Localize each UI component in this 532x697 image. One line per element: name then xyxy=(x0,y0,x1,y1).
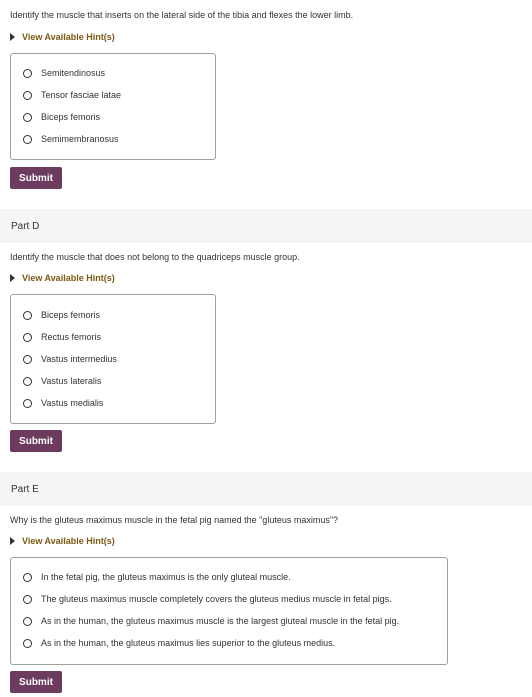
part-d-option-2[interactable] xyxy=(23,332,101,342)
option-label: Semitendinosus xyxy=(41,68,106,78)
radio-button[interactable] xyxy=(23,355,32,364)
part-c-options xyxy=(10,53,216,160)
option-label: Semimembranosus xyxy=(41,134,119,144)
part-d-option-5[interactable] xyxy=(23,398,103,408)
part-d-hint-label: View Available Hint(s) xyxy=(22,273,115,283)
part-d-option-4[interactable] xyxy=(23,376,101,386)
part-c-hint-label: View Available Hint(s) xyxy=(22,32,115,42)
radio-button[interactable] xyxy=(23,573,32,582)
part-e-hint-label: View Available Hint(s) xyxy=(22,536,115,546)
radio-button[interactable] xyxy=(23,617,32,626)
part-c-hint-toggle[interactable] xyxy=(10,32,115,42)
part-d-options xyxy=(10,294,216,424)
part-d-option-1[interactable] xyxy=(23,310,100,320)
radio-button[interactable] xyxy=(23,399,32,408)
radio-button[interactable] xyxy=(23,311,32,320)
part-e-option-1[interactable] xyxy=(23,572,291,582)
part-e-option-3[interactable] xyxy=(23,616,399,626)
part-c-question: Identify the muscle that inserts on the lateral side of the tibia and flexes the lower limb. xyxy=(10,10,354,20)
option-label: Biceps femoris xyxy=(41,310,101,320)
part-e-hint-toggle[interactable] xyxy=(10,536,115,546)
part-d-title: Part D xyxy=(11,220,40,232)
part-c-option-1[interactable] xyxy=(23,68,105,78)
triangle-right-icon xyxy=(10,274,15,282)
part-c-option-3[interactable] xyxy=(23,112,100,122)
option-label: As in the human, the gluteus maximus muscle is the largest gluteal muscle in the fetal pig. xyxy=(41,616,400,626)
part-d-submit-button[interactable]: Submit xyxy=(10,430,62,452)
part-c-submit-button[interactable]: Submit xyxy=(10,167,62,189)
option-label: Vastus medialis xyxy=(41,398,104,408)
part-e-options xyxy=(10,557,448,665)
radio-button[interactable] xyxy=(23,639,32,648)
radio-button[interactable] xyxy=(23,91,32,100)
triangle-right-icon xyxy=(10,33,15,41)
part-c-option-2[interactable] xyxy=(23,90,121,100)
part-e-option-4[interactable] xyxy=(23,638,335,648)
part-d-question: Identify the muscle that does not belong to the quadriceps muscle group. xyxy=(10,252,300,262)
radio-button[interactable] xyxy=(23,135,32,144)
part-e-question: Why is the gluteus maximus muscle in the fetal pig named the "gluteus maximus"? xyxy=(10,515,339,525)
radio-button[interactable] xyxy=(23,377,32,386)
option-label: Vastus lateralis xyxy=(41,376,102,386)
option-label: Biceps femoris xyxy=(41,112,101,122)
part-e-option-2[interactable] xyxy=(23,594,392,604)
option-label: Tensor fasciae latae xyxy=(41,90,122,100)
part-e-header xyxy=(0,472,532,506)
option-label: The gluteus maximus muscle completely covers the gluteus medius muscle in fetal pigs. xyxy=(41,594,392,604)
triangle-right-icon xyxy=(10,537,15,545)
part-e-submit-button[interactable]: Submit xyxy=(10,671,62,693)
part-c-option-4[interactable] xyxy=(23,134,119,144)
radio-button[interactable] xyxy=(23,69,32,78)
option-label: Vastus intermedius xyxy=(41,354,117,364)
part-d-header xyxy=(0,209,532,243)
option-label: Rectus femoris xyxy=(41,332,102,342)
part-e-title: Part E xyxy=(11,483,39,495)
option-label: In the fetal pig, the gluteus maximus is the only gluteal muscle. xyxy=(41,572,291,582)
part-d-option-3[interactable] xyxy=(23,354,117,364)
radio-button[interactable] xyxy=(23,113,32,122)
option-label: As in the human, the gluteus maximus lies superior to the gluteus medius. xyxy=(41,638,336,648)
part-d-hint-toggle[interactable] xyxy=(10,273,115,283)
radio-button[interactable] xyxy=(23,333,32,342)
radio-button[interactable] xyxy=(23,595,32,604)
